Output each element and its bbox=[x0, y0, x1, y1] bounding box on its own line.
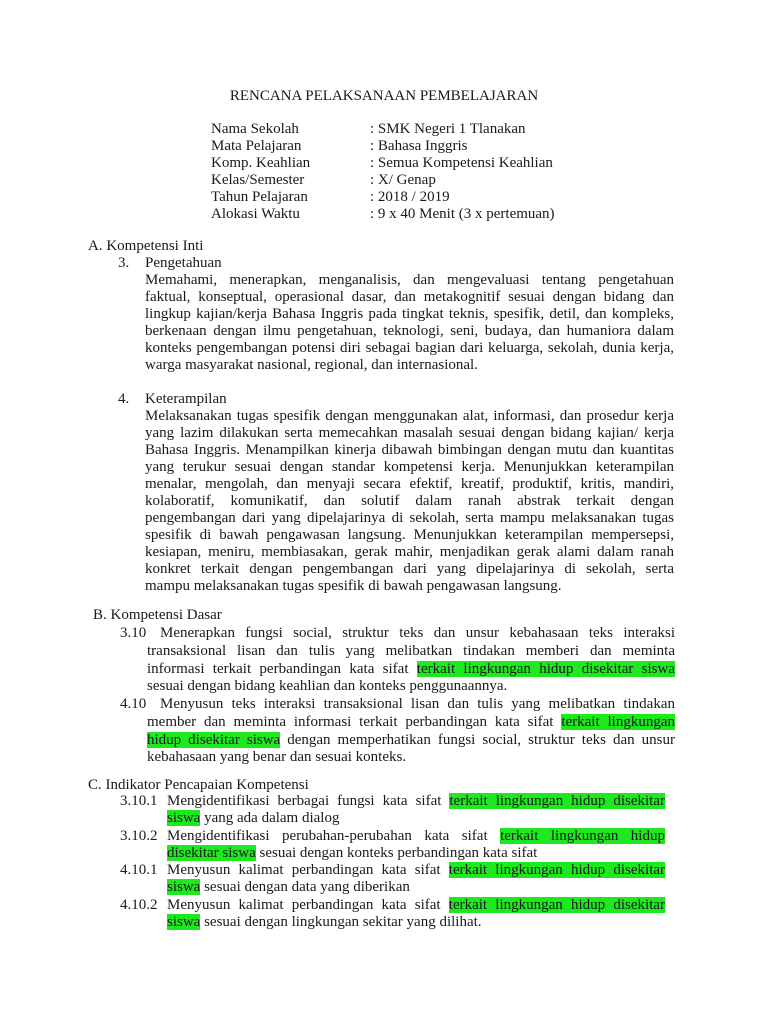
header-row bbox=[211, 138, 468, 155]
text-line bbox=[145, 544, 674, 561]
text-line bbox=[167, 879, 665, 896]
text-segment: Bahasa Inggris. Menampilkan kinerja dibawah bimbingan dengan mutu dan kuantitas bbox=[145, 442, 674, 458]
item-number: 3. bbox=[118, 255, 130, 271]
text-line bbox=[167, 828, 665, 845]
text-segment: sesuai dengan lingkungan sekitar yang dilihat. bbox=[200, 914, 482, 931]
paragraph bbox=[160, 696, 675, 714]
text-line bbox=[145, 527, 674, 544]
header-row bbox=[211, 121, 526, 138]
text-segment: Menerapkan fungsi social, struktur teks dan unsur kebahasaan teks interaksi bbox=[160, 625, 675, 641]
text-line bbox=[160, 625, 675, 643]
header-label: Alokasi Waktu bbox=[211, 206, 300, 222]
text-segment: mampu melaksanakan tugas spesifik di bawah pengawasan langsung. bbox=[145, 578, 562, 594]
header-value: : 9 x 40 Menit (3 x pertemuan) bbox=[370, 206, 555, 222]
text-segment: yang terukur sesuai dengan standar kompetensi kerja. Menunjukkan keterampilan bbox=[145, 459, 674, 475]
text-segment: sesuai dengan konteks perbandingan kata sifat bbox=[255, 845, 538, 862]
text-segment: transaksional lisan dan tulis yang melibatkan tindakan memberi dan meminta bbox=[147, 642, 675, 659]
highlighted-text: terkait lingkungan hidup bbox=[500, 828, 665, 844]
item-number: 3.10.1 bbox=[120, 793, 158, 809]
header-value: : Bahasa Inggris bbox=[370, 138, 468, 154]
highlighted-text: hidup disekitar siswa bbox=[147, 731, 281, 748]
header-value: : Semua Kompetensi Keahlian bbox=[370, 155, 553, 171]
header-value: : X/ Genap bbox=[370, 172, 436, 188]
text-segment: spesifik di bawah pengawasan langsung. Menunjukkan keterampilan mempersepsi, bbox=[145, 527, 674, 543]
text-segment: warga masyarakat nasional, regional, dan internasional. bbox=[145, 357, 478, 373]
text-line bbox=[145, 459, 674, 476]
text-segment: Melaksanakan tugas spesifik dengan menggunakan alat, informasi, dan prosedur kerja bbox=[145, 408, 674, 424]
text-segment: Menyusun teks interaksi transaksional lisan dan tulis yang melibatkan tindakan bbox=[160, 696, 675, 712]
text-segment: kesiapan, meniru, membiasakan, gerak mahir, menjadikan gerak alami dalam ranah bbox=[145, 544, 674, 560]
text-segment: informasi terkait perbandingan kata sifat bbox=[147, 660, 417, 677]
paragraph bbox=[147, 714, 675, 767]
text-line bbox=[145, 323, 674, 340]
text-line bbox=[145, 493, 674, 510]
item-title: Pengetahuan bbox=[145, 255, 222, 271]
text-line bbox=[147, 732, 675, 750]
text-line bbox=[147, 678, 675, 696]
header-label: Nama Sekolah bbox=[211, 121, 299, 137]
text-line bbox=[147, 643, 675, 661]
text-segment: Mengidentifikasi berbagai fungsi kata sifat bbox=[167, 793, 450, 809]
text-line bbox=[145, 561, 674, 578]
section-heading: A. Kompetensi Inti bbox=[88, 238, 204, 254]
highlighted-text: terkait lingkungan hidup disekitar bbox=[448, 897, 666, 913]
text-segment: kolaboratif, komunikatif, dan solutif dalam ranah abstrak terkait dengan bbox=[145, 493, 674, 509]
text-segment: konteks pengembangan potensi diri sebagai bagian dari keluarga, sekolah, dunia kerja, bbox=[145, 340, 674, 356]
item-title: Keterampilan bbox=[145, 391, 227, 407]
document-title: RENCANA PELAKSANAAN PEMBELAJARAN bbox=[229, 88, 539, 104]
text-segment: yang lazim dilakukan serta memecahkan masalah sesuai dengan bidang kajian/ kerja bbox=[145, 425, 674, 441]
text-line bbox=[145, 357, 674, 374]
text-line bbox=[145, 442, 674, 459]
highlighted-text: terkait lingkungan hidup disekitar bbox=[448, 862, 666, 878]
header-value: : 2018 / 2019 bbox=[370, 189, 450, 205]
header-row bbox=[211, 172, 436, 189]
text-segment: Memahami, menerapkan, menganalisis, dan mengevaluasi tentang pengetahuan bbox=[145, 272, 674, 288]
text-segment: berkenaan dengan ilmu pengetahuan, teknologi, seni, budaya, dan humaniora dalam bbox=[145, 323, 674, 339]
text-line bbox=[145, 476, 674, 493]
text-line bbox=[167, 897, 665, 914]
text-segment: kebahasaan yang benar dan sesuai konteks. bbox=[147, 749, 407, 766]
paragraph bbox=[145, 408, 674, 595]
text-line bbox=[147, 749, 675, 767]
section-heading: B. Kompetensi Dasar bbox=[93, 607, 222, 623]
header-label: Komp. Keahlian bbox=[211, 155, 311, 171]
paragraph bbox=[147, 643, 675, 696]
text-line bbox=[167, 862, 665, 879]
text-segment: yang ada dalam dialog bbox=[200, 810, 340, 827]
text-segment: Menyusun kalimat perbandingan kata sifat bbox=[167, 897, 449, 913]
text-line bbox=[147, 661, 675, 679]
text-segment: sesuai dengan bidang keahlian dan konteks penggunaannya. bbox=[147, 678, 508, 695]
header-value: : SMK Negeri 1 Tlanakan bbox=[370, 121, 526, 137]
text-line bbox=[147, 714, 675, 732]
item-number: 4.10.1 bbox=[120, 862, 158, 878]
highlighted-text: siswa bbox=[167, 914, 201, 931]
highlighted-text: terkait lingkungan hidup disekitar siswa bbox=[416, 660, 675, 677]
text-line bbox=[167, 914, 665, 931]
text-segment: member dan meminta informasi terkait perbandingan kata sifat bbox=[147, 713, 562, 730]
section-heading: C. Indikator Pencapaian Kompetensi bbox=[88, 777, 309, 793]
item-number: 3.10 bbox=[120, 625, 147, 641]
text-segment: Menyusun kalimat perbandingan kata sifat bbox=[167, 862, 449, 878]
text-segment: pengembangan dari yang dipelajarinya di sekolah, serta mampu melaksanakan tugas bbox=[145, 510, 674, 526]
text-line bbox=[145, 408, 674, 425]
highlighted-text: siswa bbox=[167, 810, 201, 827]
paragraph bbox=[167, 862, 665, 897]
paragraph bbox=[167, 793, 665, 828]
text-segment: Mengidentifikasi perubahan-perubahan kata sifat bbox=[167, 828, 501, 844]
text-line bbox=[145, 578, 674, 595]
text-line bbox=[160, 696, 675, 714]
header-label: Tahun Pelajaran bbox=[211, 189, 308, 205]
text-line bbox=[145, 340, 674, 357]
paragraph bbox=[167, 828, 665, 863]
paragraph bbox=[167, 897, 665, 932]
header-label: Kelas/Semester bbox=[211, 172, 305, 188]
text-line bbox=[145, 306, 674, 323]
text-line bbox=[145, 272, 674, 289]
header-row bbox=[211, 206, 555, 223]
paragraph bbox=[145, 272, 674, 374]
header-row bbox=[211, 155, 553, 172]
highlighted-text: siswa bbox=[167, 879, 201, 896]
text-line bbox=[145, 510, 674, 527]
text-segment: menalar, mengolah, dan menyaji secara efektif, kreatif, produktif, kritis, mandiri, bbox=[145, 476, 674, 492]
item-number: 4.10 bbox=[120, 696, 147, 712]
text-line bbox=[145, 425, 674, 442]
item-number: 4. bbox=[118, 391, 130, 407]
header-row bbox=[211, 189, 450, 206]
highlighted-text: terkait lingkungan bbox=[561, 713, 675, 730]
text-line bbox=[167, 845, 665, 862]
text-line bbox=[167, 810, 665, 827]
paragraph bbox=[160, 625, 675, 643]
text-line bbox=[167, 793, 665, 810]
text-segment: dengan memperhatikan fungsi social, struktur teks dan unsur bbox=[280, 731, 675, 748]
highlighted-text: disekitar siswa bbox=[167, 845, 256, 862]
text-segment: konkret terkait dengan pengembangan dari yang dipelajarinya di sekolah, serta bbox=[145, 561, 674, 577]
text-segment: lingkup kajian/kerja Bahasa Inggris pada tingkat teknis, spesifik, detil, dan kompleks, bbox=[145, 306, 674, 322]
header-label: Mata Pelajaran bbox=[211, 138, 302, 154]
item-number: 3.10.2 bbox=[120, 828, 158, 844]
text-segment: faktual, konseptual, operasional dasar, dan metakognitif sesuai dengan bidang dan bbox=[145, 289, 674, 305]
text-segment: sesuai dengan data yang diberikan bbox=[200, 879, 410, 896]
text-line bbox=[145, 289, 674, 306]
item-number: 4.10.2 bbox=[120, 897, 158, 913]
highlighted-text: terkait lingkungan hidup disekitar bbox=[449, 793, 665, 809]
